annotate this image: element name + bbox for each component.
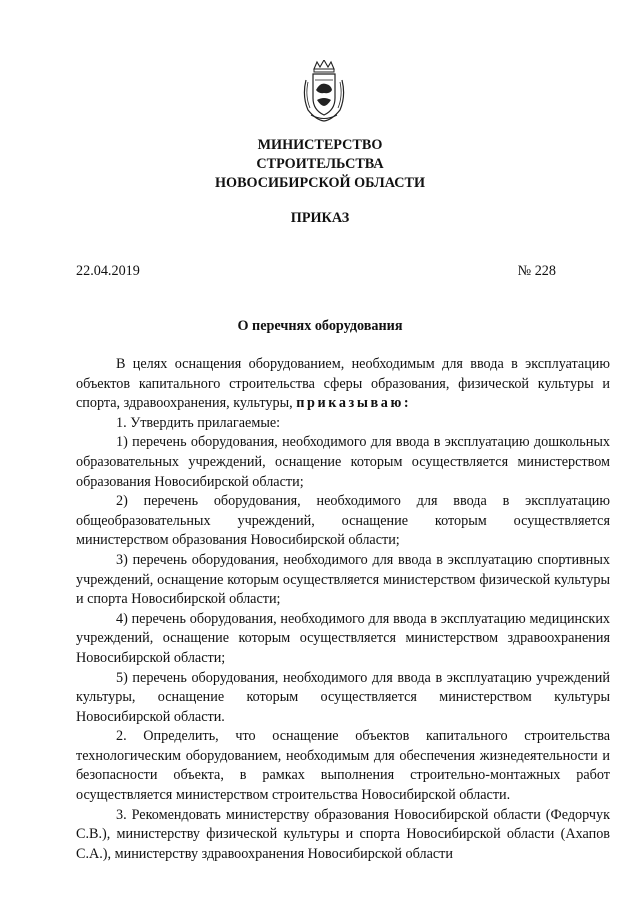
- paragraph-2: 2. Определить, что оснащение объектов капитального строительства технологическим оборудованием, необходимым для обеспечения жизнедеятельности и безопасности объекта, в рамках выполнения строительно-монтажных работ осуществляется министерством строительства Новосибирской области.: [76, 728, 610, 804]
- coat-of-arms-graphic: [302, 60, 346, 122]
- paragraph-1-item-5: 5) перечень оборудования, необходимого для ввода в эксплуатацию учреждений культуры, оснащение которым осуществляется министерством культуры Новосибирской области.: [76, 669, 610, 725]
- paragraph-intro: В целях оснащения оборудованием, необходимым для ввода в эксплуатацию объектов капитального строительства сферы образования, физической культуры и спорта, здравоохранения, культуры, приказываю:: [76, 356, 610, 412]
- document-subject: О перечнях оборудования: [237, 318, 403, 334]
- header-line-3: НОВОСИБИРСКОЙ ОБЛАСТИ: [215, 175, 425, 192]
- paragraph-3: 3. Рекомендовать министерству образования Новосибирской области (Федорчук С.В.), министерству физической культуры и спорта Новосибирской области (Ахапов С.А.), министерству здравоохранения Новосибирской области: [76, 806, 610, 862]
- paragraph-1-item-1: 1) перечень оборудования, необходимого для ввода в эксплуатацию дошкольных образовательных учреждений, оснащение которым осуществляется министерством образования Новосибирской области;: [76, 434, 610, 490]
- paragraph-1: 1. Утвердить прилагаемые:: [116, 414, 281, 431]
- intro-text: В целях оснащения оборудованием, необходимым для ввода в эксплуатацию объектов капитального строительства сферы образования, физической культуры и спорта, здравоохранения, культуры,: [76, 356, 610, 412]
- header-line-2: СТРОИТЕЛЬСТВА: [256, 156, 384, 173]
- header-line-1: МИНИСТЕРСТВО: [257, 137, 383, 153]
- paragraph-1-item-4: 4) перечень оборудования, необходимого для ввода в эксплуатацию медицинских учреждений, оснащение которым осуществляется министерством здравоохранения Новосибирской области;: [76, 610, 610, 666]
- ministry-header: [0, 136, 640, 194]
- document-date: 22.04.2019: [76, 263, 140, 279]
- document-body: [76, 355, 610, 864]
- document-type: ПРИКАЗ: [290, 210, 350, 226]
- paragraph-1-item-3: 3) перечень оборудования, необходимого для ввода в эксплуатацию спортивных учреждений, оснащение которым осуществляется министерством физической культуры и спорта Новосибирской области;: [76, 551, 610, 608]
- coat-of-arms-icon: [302, 60, 346, 122]
- document-number: № 228: [517, 263, 556, 279]
- paragraph-1-item-2: 2) перечень оборудования, необходимого для ввода в эксплуатацию общеобразовательных учреждений, оснащение которым осуществляется министерством образования Новосибирской области;: [76, 493, 610, 549]
- order-keyword: приказываю: [296, 395, 404, 412]
